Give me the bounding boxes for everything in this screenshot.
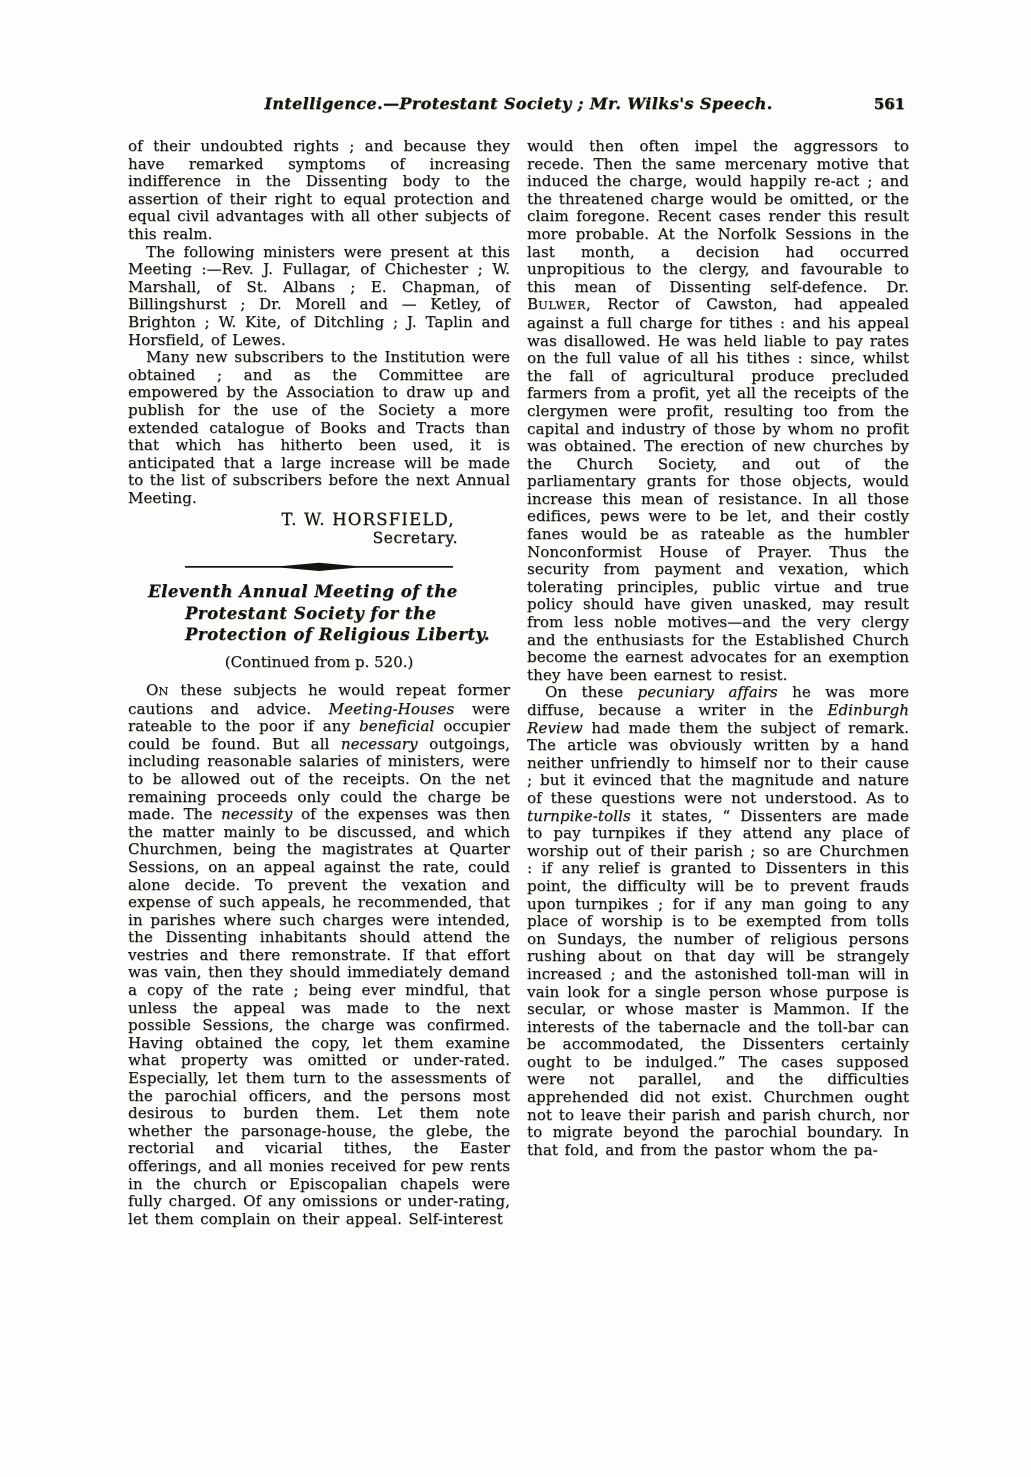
running-header: [128, 94, 909, 120]
signature-name: T. W. HORSFIELD,: [281, 510, 455, 530]
right-column: [527, 138, 909, 1477]
left-column: [128, 138, 510, 1477]
body-paragraph: of their undoubted rights ; and because they have remarked symptoms of increasing indifference in the Dissenting body to the assertion of their right to equal protection and equal civil advantages with all other subjects of this realm.: [128, 137, 510, 243]
running-header-title: Intelligence.—Protestant Society ; Mr. Wilks's Speech.: [264, 94, 773, 113]
signature-title: Secretary.: [372, 529, 458, 548]
swelled-rule-divider-icon: [185, 562, 453, 572]
body-paragraph: On these pecuniary affairs he was more diffuse, because a writer in the Edinburgh Review had made them the subject of remark. The article was obviously written by a hand neither unfriendly to himself nor to their cause ; but it evinced that the magnitude and nature of these questions were not understood. As to turnpike-tolls it states, “ Dissenters are made to pay turnpikes if they attend any place of worship out of their parish ; so are Churchmen : if any relief is granted to Dissenters in this point, the difficulty will be to prevent frauds upon turnpikes ; for if any man going to any place of worship is to be exempted from tolls on Sundays, the number of religious persons rushing about on that day will be strangely increased ; and the astonished toll-man will in vain look for a single person whose purpose is secular, or whose master is Mammon. If the interests of the tabernacle and the toll-bar can be accommodated, the Dissenters certainly ought to be indulged.” The cases supposed were not parallel, and the difficulties apprehended did not exist. Churchmen ought not to leave their parish and parish church, nor to migrate beyond the parochial boundary. In that fold, and from the pastor whom the pa-: [527, 683, 910, 1159]
body-paragraph: The following ministers were present at this Meeting :—Rev. J. Fullagar, of Chichester ; W. Marshall, of St. Albans ; E. Chapman, of Billingshurst ; Dr. Morell and — Ketley, of Brighton ; W. Kite, of Ditchling ; J. Taplin and Horsfield, of Lewes.: [128, 242, 510, 349]
section-heading: Eleventh Annual Meeting of the Protestant Society for the Protection of Religious Liberty.: [148, 582, 490, 645]
signature-block: [128, 510, 510, 547]
text-columns: [128, 138, 909, 1477]
body-paragraph: ON these subjects he would repeat former cautions and advice. Meeting-Houses were rateable to the poor if any beneficial occupier could be found. But all necessary outgoings, including reasonable salaries of ministers, were to be allowed out of the receipts. On the net remaining proceeds only could the charge be made. The necessity of the expenses was then the matter mainly to be discussed, and which Churchmen, being the magistrates at Quarter Sessions, on an appeal against the rate, could alone decide. To prevent the vexation and expense of such appeals, he recommended, that in parishes where such charges were intended, the Dissenting inhabitants should attend the vestries and there remonstrate. If that effort was vain, then they should immediately demand a copy of the rate ; being ever mindful, that unless the appeal was made to the next possible Sessions, the charge was confirmed. Having obtained the copy, let them examine what property was omitted or under-rated. Especially, let them turn to the assessments of the parochial officers, and the persons most desirous to burden them. Let them note whether the parsonage-house, the glebe, the rectorial and vicarial tithes, the Easter offerings, and all monies received for pew rents in the church or Episcopalian chapels were fully charged. Of any omissions or under-rating, let them complain on their appeal. Self-interest: [128, 680, 510, 1228]
page-number: 561: [873, 95, 905, 113]
body-paragraph: would then often impel the aggressors to recede. Then the same mercenary motive that induced the charge, would happily re-act ; and the threatened charge would be omitted, or the claim foregone. Recent cases render this result more probable. At the Norfolk Sessions in the last month, a decision had occurred unpropitious to the clergy, and favourable to this mean of Dissenting self-defence. Dr. BULWER, Rector of Cawston, had appealed against a full charge for tithes : and his appeal was disallowed. He was held liable to pay rates on the full value of all his tithes : since, whilst the fall of agricultural produce precluded farmers from a profit, yet all the receipts of the clergymen were profit, resulting too from the capital and industry of those by whom no profit was obtained. The erection of new churches by the Church Society, and out of the parliamentary grants for those objects, would increase this mean of resistance. In all those edifices, pews were to be let, and their costly fanes would be as rateable as the humbler Nonconformist House of Prayer. Thus the security from payment and vexation, which tolerating principles, public virtue and true policy should have given unasked, may result from less noble motives—and the very clergy and the enthusiasts for the Established Church become the earnest advocates for an exemption they have been earnest to resist.: [527, 137, 909, 684]
body-paragraph: Many new subscribers to the Institution were obtained ; and as the Committee are empowered by the Association to draw up and publish for the use of the Society a more extended catalogue of Books and Tracts than that which has hitherto been used, it is anticipated that a large increase will be made to the list of subscribers before the next Annual Meeting.: [128, 348, 510, 507]
continued-note: (Continued from p. 520.): [224, 652, 414, 671]
